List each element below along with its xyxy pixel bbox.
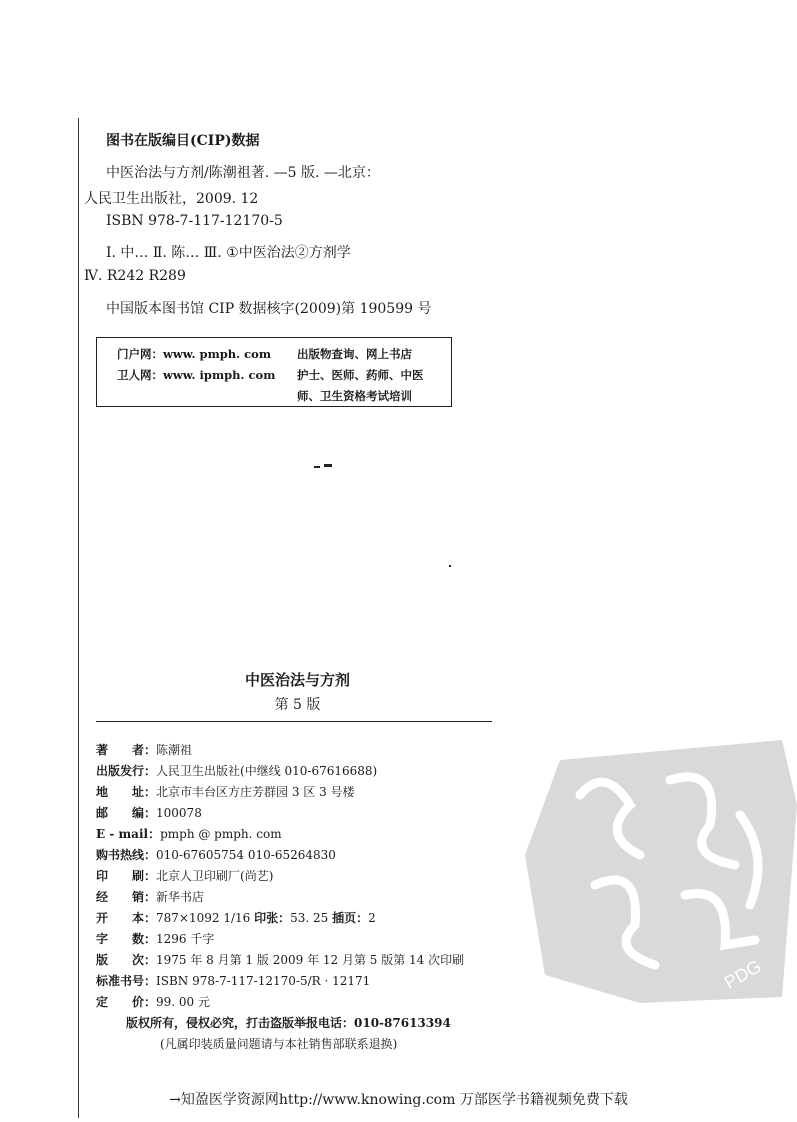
cip-line-4: Ⅰ. 中… Ⅱ. 陈… Ⅲ. ①中医治法②方剂学 bbox=[106, 245, 351, 261]
meta-hotline: 购书热线：010-67605754 010-65264830 bbox=[96, 848, 336, 862]
health-desc-2: 师、卫生资格考试培训 bbox=[297, 389, 412, 403]
meta-zip: 邮 编：100078 bbox=[96, 806, 202, 820]
meta-isbn: 标准书号：ISBN 978-7-117-12170-5/R · 12171 bbox=[96, 974, 371, 988]
cip-title: 图书在版编目(CIP)数据 bbox=[106, 133, 260, 149]
cip-isbn: ISBN 978-7-117-12170-5 bbox=[106, 213, 283, 229]
book-title: 中医治法与方剂 bbox=[244, 671, 350, 689]
portal-site: 门户网：www. pmph. com bbox=[117, 347, 272, 361]
portal-desc: 出版物查询、网上书店 bbox=[297, 347, 412, 361]
cip-line-1: 中医治法与方剂/陈潮祖著. —5 版. —北京： bbox=[106, 165, 380, 181]
meta-distributor: 经 销：新华书店 bbox=[96, 890, 205, 904]
meta-edition: 版 次：1975 年 8 月第 1 版 2009 年 12 月第 5 版第 14 次印刷 bbox=[96, 953, 465, 967]
meta-format: 开 本：787×1092 1/16 印张：53. 25 插页：2 bbox=[96, 911, 376, 925]
meta-address: 地 址：北京市丰台区方庄芳群园 3 区 3 号楼 bbox=[96, 785, 355, 799]
book-edition: 第 5 版 bbox=[274, 697, 321, 713]
quality-note: (凡属印装质量问题请与本社销售部联系退换) bbox=[160, 1037, 398, 1051]
health-site: 卫人网：www. ipmph. com bbox=[117, 368, 276, 382]
meta-author: 著 者：陈潮祖 bbox=[96, 743, 193, 757]
meta-printer: 印 刷：北京人卫印刷厂(尚艺) bbox=[96, 869, 274, 883]
ink-speck bbox=[449, 565, 451, 567]
title-divider bbox=[96, 721, 492, 722]
svg-text:PDG: PDG bbox=[720, 955, 765, 993]
ink-speck bbox=[314, 466, 320, 468]
meta-email: E - mail：pmph @ pmph. com bbox=[96, 827, 282, 841]
cip-line-6: 中国版本图书馆 CIP 数据核字(2009)第 190599 号 bbox=[106, 301, 432, 317]
health-desc-1: 护士、医师、药师、中医 bbox=[297, 368, 424, 382]
cip-line-2: 人民卫生出版社，2009. 12 bbox=[84, 191, 259, 207]
left-margin-rule bbox=[78, 118, 79, 1118]
rights-notice: 版权所有，侵权必究，打击盗版举报电话：010-87613394 bbox=[126, 1016, 451, 1030]
website-box bbox=[96, 337, 452, 407]
meta-words: 字 数：1296 千字 bbox=[96, 932, 215, 946]
pdg-seal-watermark bbox=[520, 735, 797, 1005]
meta-publisher: 出版发行：人民卫生出版社(中继线 010-67616688) bbox=[96, 764, 378, 778]
meta-price: 定 价：99. 00 元 bbox=[96, 995, 210, 1009]
cip-line-5: Ⅳ. R242 R289 bbox=[84, 268, 186, 284]
footer-download-note: →知盈医学资源网http://www.knowing.com 万部医学书籍视频免费下载 bbox=[169, 1092, 628, 1108]
ink-speck bbox=[324, 464, 332, 467]
